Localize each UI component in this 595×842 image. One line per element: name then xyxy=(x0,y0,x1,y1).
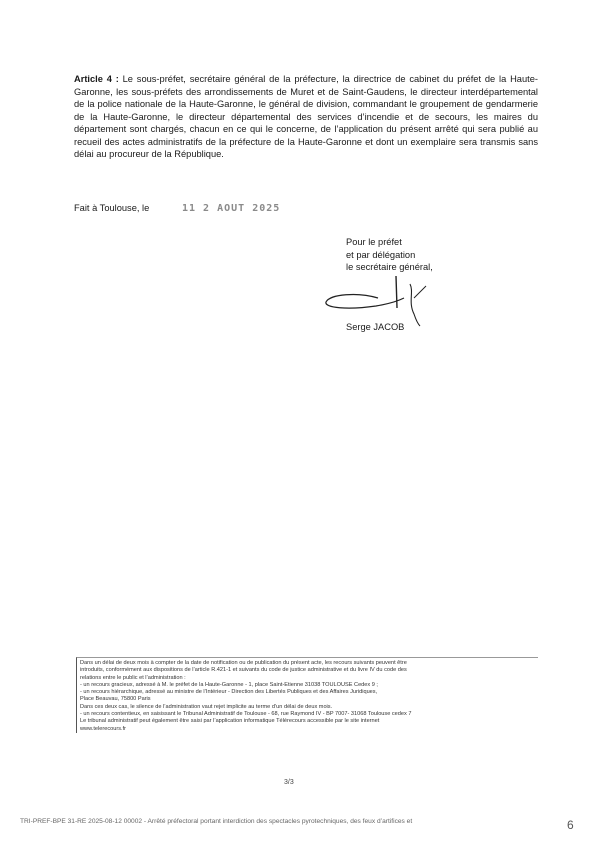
page-number: 3/3 xyxy=(284,779,294,786)
signature-line-3: le secrétaire général, xyxy=(346,262,433,273)
notice-line: - un recours contentieux, en saisissant le Tribunal Administratif de Toulouse - 68, rue Raymond IV - BP 7007- 31068 Toulouse cedex 7 xyxy=(80,711,412,718)
notice-line: Place Beauvau, 75800 Paris xyxy=(80,696,151,703)
notice-line: Dans un délai de deux mois à compter de la date de notification ou de publication du présent acte, les recours suivants peuvent être xyxy=(80,660,407,666)
notice-line: introduits, conformément aux dispositions de l’article R.421-1 et suivants du code de justice administrative et du livre IV du code des xyxy=(80,667,407,674)
signature-line-2: et par délégation xyxy=(346,249,416,260)
footer-reference: TRI-PREF-BPE 31-RE 2025-08-12 00002 - Arrêté préfectoral portant interdiction des spectacles pyrotechniques, des feux d’artifices et xyxy=(20,818,413,825)
article-4 xyxy=(74,73,538,161)
appeal-notice xyxy=(76,657,538,733)
place-line: Fait à Toulouse, le xyxy=(74,203,150,213)
notice-line: Dans ces deux cas, le silence de l’administration vaut rejet implicite au terme d’un délai de deux mois. xyxy=(80,703,333,710)
article-label: Article 4 : xyxy=(74,74,119,84)
notice-line: Le tribunal administratif peut également être saisi par l’application informatique Télérecours accessible par le site internet xyxy=(80,718,380,725)
handwritten-signature xyxy=(318,268,438,328)
signature-line-1: Pour le préfet xyxy=(346,237,402,247)
notice-line: - un recours gracieux, adressé à M. le préfet de la Haute-Garonne - 1, place Saint-Étienne 31038 TOULOUSE Cedex 9 ; xyxy=(80,681,378,688)
notice-line: www.telerecours.fr xyxy=(80,725,127,732)
article-text: Le sous-préfet, secrétaire général de la préfecture, la directrice de cabinet du préfet de la Haute-Garonne, les sous-préfets des arrondissements de Muret et de Saint-Gaudens, le directeur interdépartemental de la police nationale de la Haute-Garonne, le général de division, commandant le groupement de gendarmerie de la Haute-Garonne, le directeur départemental des services d’incendie et de secours, les maires du département sont chargés, chacun en ce qui le concerne, de l’application du présent arrêté qui sera publié au recueil des actes administratifs de la préfecture de la Haute-Garonne et dont un exemplaire sera transmis sans délai au procureur de la République. xyxy=(74,74,538,159)
signer-name: Serge JACOB xyxy=(346,322,405,332)
date-stamp: 11 2 AOUT 2025 xyxy=(182,203,281,214)
notice-line: - un recours hiérarchique, adressé au ministre de l’Intérieur - Direction des Libertés Publiques et des Affaires Juridiques, xyxy=(80,689,378,696)
notice-line: relations entre le public et l’administration : xyxy=(80,674,186,681)
corner-page-number: 6 xyxy=(567,818,574,832)
